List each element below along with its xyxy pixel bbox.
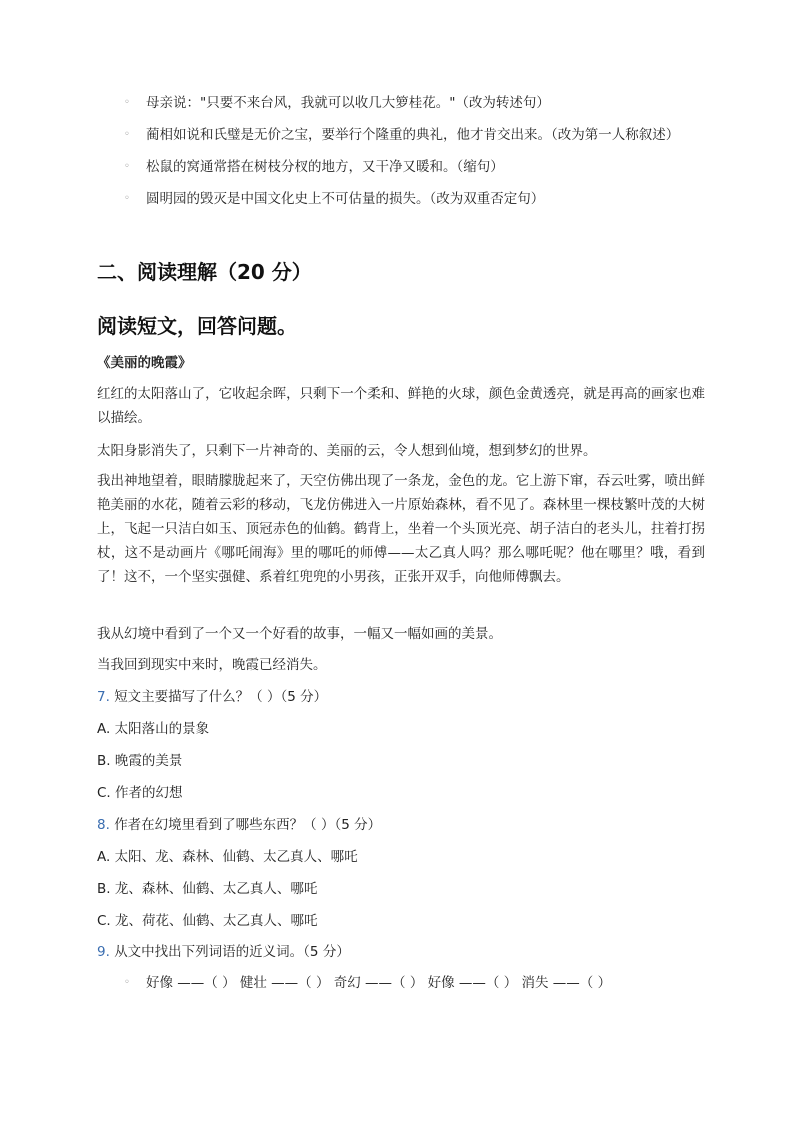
option-a: A. 太阳、龙、森林、仙鹤、太乙真人、哪吒: [97, 849, 358, 865]
question-text: 作者在幻境里看到了哪些东西？（ ）（5 分）: [114, 817, 382, 833]
paragraph: 当我回到现实中来时，晚霞已经消失。: [97, 657, 327, 673]
list-item: [120, 123, 710, 147]
question-9: [97, 941, 350, 963]
bullet-icon: ◦: [124, 193, 130, 204]
bullet-icon: ◦: [124, 129, 130, 140]
exercise-list: [120, 91, 710, 219]
question-text: 从文中找出下列词语的近义词。（5 分）: [114, 944, 350, 960]
question-number: 9.: [97, 944, 110, 960]
paragraph: 我从幻境中看到了一个又一个好看的故事，一幅又一幅如画的美景。: [97, 626, 502, 642]
bullet-icon: ◦: [124, 161, 130, 172]
list-item-text: 母亲说："只要不来台风，我就可以收几大箩桂花。"（改为转述句）: [146, 95, 550, 111]
article-title: 《美丽的晚霞》: [97, 355, 192, 371]
paragraph: 我出神地望着，眼睛朦胧起来了，天空仿佛出现了一条龙，金色的龙。它上游下窜，吞云吐雾，喷出鲜艳美丽的水花，随着云彩的移动，飞龙仿佛进入一片原始森林，看不见了。森林里一棵枝繁叶茂的大树上，飞起一只洁白如玉、顶冠赤色的仙鹤。鹤背上，坐着一个头顶光亮、胡子洁白的老头儿，拄着打拐杖，这不是动画片《哪吒闹海》里的哪吒的师傅——太乙真人吗？那么哪吒呢？他在哪里？哦，看到了！这不，一个坚实强健、系着红兜兜的小男孩，正张开双手，向他师傅飘去。: [97, 473, 705, 585]
synonym-line: [120, 972, 611, 994]
question-7: [97, 686, 327, 708]
question-text: 短文主要描写了什么？（ ）（5 分）: [114, 689, 328, 705]
question-number: 8.: [97, 817, 110, 833]
list-item-text: 松鼠的窝通常搭在树枝分杈的地方，又干净又暖和。（缩句）: [146, 159, 504, 175]
list-item: [120, 187, 710, 211]
bullet-icon: ◦: [124, 977, 130, 988]
list-item-text: 蔺相如说和氏璧是无价之宝，要举行个隆重的典礼，他才肯交出来。（改为第一人称叙述）: [146, 127, 680, 143]
list-item-text: 圆明园的毁灭是中国文化史上不可估量的损失。（改为双重否定句）: [146, 191, 545, 207]
list-item: [120, 155, 710, 179]
question-number: 7.: [97, 689, 110, 705]
bullet-icon: ◦: [124, 97, 130, 108]
section-heading: 二、阅读理解（20 分）: [97, 260, 312, 284]
option-c: C. 作者的幻想: [97, 785, 183, 801]
synonym-text: 好像 ——（ ） 健壮 ——（ ） 奇幻 ——（ ） 好像 ——（ ） 消失 ——（ ）: [146, 975, 612, 991]
question-8: [97, 814, 381, 836]
paragraph: 红红的太阳落山了，它收起余晖，只剩下一个柔和、鲜艳的火球，颜色金黄透亮，就是再高的画家也难以描绘。: [97, 386, 705, 426]
option-c: C. 龙、荷花、仙鹤、太乙真人、哪吒: [97, 913, 318, 929]
option-b: B. 晚霞的美景: [97, 753, 183, 769]
paragraph: 太阳身影消失了，只剩下一片神奇的、美丽的云，令人想到仙境，想到梦幻的世界。: [97, 443, 597, 459]
reading-heading: 阅读短文，回答问题。: [97, 314, 297, 338]
list-item: [120, 91, 710, 115]
option-a: A. 太阳落山的景象: [97, 721, 210, 737]
option-b: B. 龙、森林、仙鹤、太乙真人、哪吒: [97, 881, 318, 897]
